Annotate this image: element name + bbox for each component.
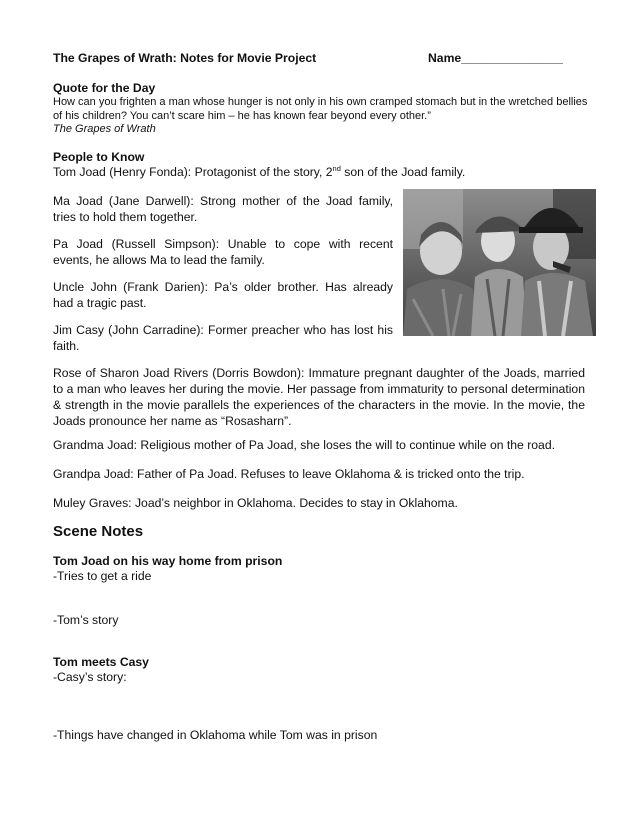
scene-2-note-casy-story: -Casy’s story:	[53, 670, 127, 684]
quote-source: The Grapes of Wrath	[53, 123, 156, 135]
scene-2-note-oklahoma-changes: -Things have changed in Oklahoma while Tom was in prison	[53, 728, 378, 742]
person-grandma-joad: Grandma Joad: Religious mother of Pa Joad, she loses the will to continue while on the road.	[53, 438, 556, 452]
ordinal-suffix: nd	[332, 163, 341, 173]
person-rose-of-sharon: Rose of Sharon Joad Rivers (Dorris Bowdon): Immature pregnant daughter of the Joads, married to a man who leaves her during the movie. Her passage from immaturity to personal determination & strength in the movie parallels the experiences of the characters in the movie. In the movie, the Joads pronounce her name as “Rosasharn”.	[53, 366, 585, 428]
movie-still-photo	[403, 189, 596, 336]
person-ma-joad: Ma Joad (Jane Darwell): Strong mother of the Joad family, tries to hold them together.	[53, 194, 393, 224]
scene-1-note-story: -Tom’s story	[53, 613, 119, 627]
person-pa-joad: Pa Joad (Russell Simpson): Unable to cope with recent events, he allows Ma to lead the family.	[53, 237, 393, 267]
tom-text-start: Tom Joad (Henry Fonda): Protagonist of the story, 2	[53, 165, 333, 179]
name-field-label: Name_______________	[428, 51, 563, 65]
scene-1-note-ride: -Tries to get a ride	[53, 569, 152, 583]
scene-notes-heading: Scene Notes	[53, 523, 144, 540]
person-tom-joad	[53, 164, 598, 180]
quote-heading: Quote for the Day	[53, 81, 156, 95]
movie-still-illustration	[403, 189, 596, 336]
worksheet-title: The Grapes of Wrath: Notes for Movie Project	[53, 51, 317, 65]
scene-2-heading: Tom meets Casy	[53, 655, 149, 669]
tom-text-end: son of the Joad family.	[340, 165, 466, 179]
person-uncle-john: Uncle John (Frank Darien): Pa’s older brother. Has already had a tragic past.	[53, 280, 393, 310]
person-jim-casy: Jim Casy (John Carradine): Former preacher who has lost his faith.	[53, 323, 393, 353]
people-heading: People to Know	[53, 150, 145, 164]
scene-1-heading: Tom Joad on his way home from prison	[53, 554, 283, 568]
person-muley-graves: Muley Graves: Joad’s neighbor in Oklahoma. Decides to stay in Oklahoma.	[53, 496, 458, 510]
quote-text: How can you frighten a man whose hunger is not only in his own cramped stomach but in the wretched bellies of his children? You can’t scare him – he has known fear beyond every other.”	[53, 96, 588, 122]
person-grandpa-joad: Grandpa Joad: Father of Pa Joad. Refuses to leave Oklahoma & is tricked onto the trip.	[53, 467, 525, 481]
